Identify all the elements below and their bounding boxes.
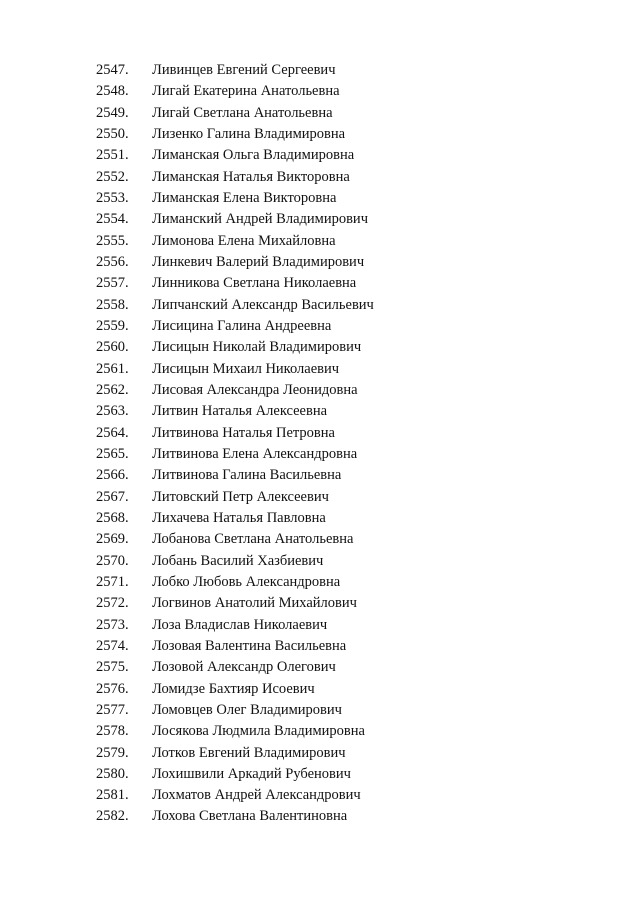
entry-number: 2573. bbox=[96, 616, 129, 633]
entry-name: Литвинова Елена Александровна bbox=[152, 445, 358, 462]
list-item bbox=[0, 764, 640, 785]
entry-name: Литвинова Галина Васильевна bbox=[152, 467, 342, 484]
entry-name: Лисицина Галина Андреевна bbox=[152, 317, 332, 334]
name-list bbox=[0, 60, 640, 828]
entry-name: Лисовая Александра Леонидовна bbox=[152, 381, 358, 398]
entry-number: 2548. bbox=[96, 83, 129, 100]
entry-number: 2562. bbox=[96, 381, 129, 398]
entry-name: Лобань Василий Хазбиевич bbox=[152, 552, 324, 569]
list-item bbox=[0, 444, 640, 465]
entry-number: 2570. bbox=[96, 552, 129, 569]
entry-name: Лизенко Галина Владимировна bbox=[152, 125, 346, 142]
list-item bbox=[0, 465, 640, 486]
entry-name: Лигай Светлана Анатольевна bbox=[152, 104, 333, 121]
list-item bbox=[0, 209, 640, 230]
entry-name: Лобанова Светлана Анатольевна bbox=[152, 531, 354, 548]
entry-number: 2555. bbox=[96, 232, 129, 249]
entry-number: 2556. bbox=[96, 253, 129, 270]
entry-name: Лиманская Ольга Владимировна bbox=[152, 147, 355, 164]
entry-name: Литовский Петр Алексеевич bbox=[152, 488, 329, 505]
entry-name: Лозовой Александр Олегович bbox=[152, 659, 336, 676]
list-item bbox=[0, 359, 640, 380]
entry-number: 2565. bbox=[96, 445, 129, 462]
list-item bbox=[0, 252, 640, 273]
entry-name: Лозовая Валентина Васильевна bbox=[152, 637, 347, 654]
list-item bbox=[0, 188, 640, 209]
entry-name: Лиманский Андрей Владимирович bbox=[152, 211, 368, 228]
entry-number: 2581. bbox=[96, 787, 129, 804]
list-item bbox=[0, 743, 640, 764]
entry-number: 2563. bbox=[96, 403, 129, 420]
list-item bbox=[0, 81, 640, 102]
entry-name: Лихачева Наталья Павловна bbox=[152, 509, 326, 526]
entry-number: 2568. bbox=[96, 509, 129, 526]
entry-number: 2552. bbox=[96, 168, 129, 185]
list-item bbox=[0, 785, 640, 806]
entry-number: 2559. bbox=[96, 317, 129, 334]
list-item bbox=[0, 806, 640, 827]
entry-number: 2575. bbox=[96, 659, 129, 676]
entry-name: Литвин Наталья Алексеевна bbox=[152, 403, 328, 420]
entry-name: Лосякова Людмила Владимировна bbox=[152, 723, 365, 740]
list-item bbox=[0, 487, 640, 508]
list-item bbox=[0, 380, 640, 401]
list-item bbox=[0, 145, 640, 166]
list-item bbox=[0, 295, 640, 316]
entry-name: Лиманская Наталья Викторовна bbox=[152, 168, 350, 185]
entry-number: 2547. bbox=[96, 62, 129, 78]
entry-name: Лисицын Михаил Николаевич bbox=[152, 360, 340, 377]
entry-number: 2551. bbox=[96, 147, 129, 164]
entry-number: 2566. bbox=[96, 467, 129, 484]
entry-name: Линкевич Валерий Владимирович bbox=[152, 253, 365, 270]
list-item bbox=[0, 337, 640, 358]
entry-name: Линникова Светлана Николаевна bbox=[152, 275, 357, 292]
entry-number: 2574. bbox=[96, 637, 129, 654]
entry-number: 2550. bbox=[96, 125, 129, 142]
entry-number: 2582. bbox=[96, 808, 129, 825]
entry-number: 2554. bbox=[96, 211, 129, 228]
list-item bbox=[0, 615, 640, 636]
list-item bbox=[0, 529, 640, 550]
entry-number: 2580. bbox=[96, 765, 129, 782]
list-item bbox=[0, 167, 640, 188]
entry-number: 2571. bbox=[96, 573, 129, 590]
entry-name: Липчанский Александр Васильевич bbox=[152, 296, 374, 313]
list-item bbox=[0, 103, 640, 124]
list-item bbox=[0, 124, 640, 145]
list-item bbox=[0, 679, 640, 700]
entry-number: 2567. bbox=[96, 488, 129, 505]
entry-number: 2558. bbox=[96, 296, 129, 313]
entry-name: Лотков Евгений Владимирович bbox=[152, 744, 346, 761]
entry-name: Ломовцев Олег Владимирович bbox=[152, 701, 342, 718]
entry-number: 2576. bbox=[96, 680, 129, 697]
list-item bbox=[0, 700, 640, 721]
list-item bbox=[0, 423, 640, 444]
entry-number: 2561. bbox=[96, 360, 129, 377]
entry-number: 2560. bbox=[96, 339, 129, 356]
entry-name: Лиманская Елена Викторовна bbox=[152, 189, 337, 206]
list-item bbox=[0, 551, 640, 572]
list-item bbox=[0, 657, 640, 678]
entry-number: 2569. bbox=[96, 531, 129, 548]
entry-number: 2578. bbox=[96, 723, 129, 740]
entry-name: Лимонова Елена Михайловна bbox=[152, 232, 336, 249]
entry-name: Лохова Светлана Валентиновна bbox=[152, 808, 348, 825]
entry-number: 2577. bbox=[96, 701, 129, 718]
list-item bbox=[0, 636, 640, 657]
list-item bbox=[0, 60, 640, 81]
list-item bbox=[0, 231, 640, 252]
list-item bbox=[0, 401, 640, 422]
entry-number: 2557. bbox=[96, 275, 129, 292]
entry-name: Лигай Екатерина Анатольевна bbox=[152, 83, 340, 100]
entry-name: Логвинов Анатолий Михайлович bbox=[152, 595, 357, 612]
entry-name: Ливинцев Евгений Сергеевич bbox=[152, 62, 336, 78]
list-item bbox=[0, 572, 640, 593]
entry-number: 2572. bbox=[96, 595, 129, 612]
entry-name: Лохишвили Аркадий Рубенович bbox=[152, 765, 351, 782]
entry-name: Лоза Владислав Николаевич bbox=[152, 616, 328, 633]
entry-number: 2564. bbox=[96, 424, 129, 441]
entry-number: 2553. bbox=[96, 189, 129, 206]
entry-number: 2579. bbox=[96, 744, 129, 761]
entry-number: 2549. bbox=[96, 104, 129, 121]
list-item bbox=[0, 721, 640, 742]
list-item bbox=[0, 508, 640, 529]
entry-name: Лисицын Николай Владимирович bbox=[152, 339, 362, 356]
entry-name: Лохматов Андрей Александрович bbox=[152, 787, 361, 804]
entry-name: Ломидзе Бахтияр Исоевич bbox=[152, 680, 315, 697]
list-item bbox=[0, 273, 640, 294]
entry-name: Лобко Любовь Александровна bbox=[152, 573, 341, 590]
list-item bbox=[0, 593, 640, 614]
list-item bbox=[0, 316, 640, 337]
entry-name: Литвинова Наталья Петровна bbox=[152, 424, 335, 441]
